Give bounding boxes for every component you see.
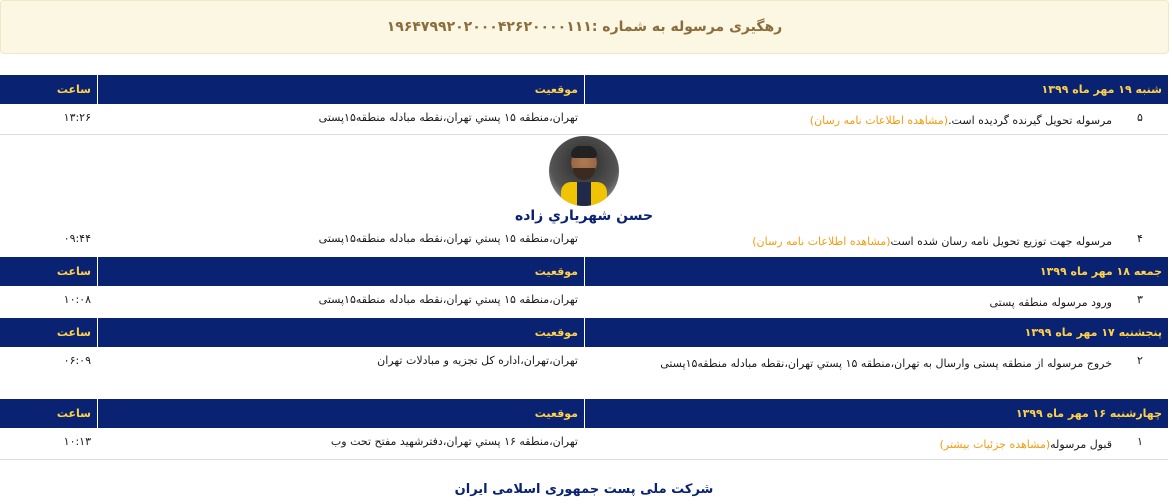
footer-company-name: شرکت ملی پست جمهوری اسلامی ایران bbox=[454, 482, 714, 497]
date-header bbox=[0, 75, 1168, 104]
location-column-header: موقعیت bbox=[97, 75, 584, 104]
view-more-details-link[interactable]: (مشاهده جزئیات بیشتر) bbox=[939, 438, 1051, 451]
event-location: تهران،تهران،اداره کل تجزیه و مبادلات تهران bbox=[377, 354, 578, 367]
view-postman-info-link[interactable]: (مشاهده اطلاعات نامه رسان) bbox=[809, 114, 949, 127]
event-description: خروج مرسوله از منطقه پستی وارسال به تهران،منطقه ۱۵ پستي تهران،نقطه مبادله منطقه۱۵پستی bbox=[660, 357, 1112, 370]
postman-avatar bbox=[549, 136, 619, 206]
event-index: ۴ bbox=[1137, 232, 1143, 245]
tracking-event-row bbox=[0, 435, 1168, 455]
event-time: ۰۶:۰۹ bbox=[63, 354, 91, 367]
event-description: مرسوله جهت توزیع تحویل نامه رسان شده است(مشاهده اطلاعات نامه رسان) bbox=[752, 235, 1112, 248]
postman-name: حسن شهرياري زاده bbox=[514, 208, 654, 224]
date-label: پنجشنبه ۱۷ مهر ماه ۱۳۹۹ bbox=[584, 318, 1168, 347]
event-time: ۱۳:۲۶ bbox=[63, 111, 91, 124]
tracking-event-row bbox=[0, 293, 1168, 313]
event-description: قبول مرسوله(مشاهده جزئیات بیشتر) bbox=[939, 438, 1112, 451]
event-index: ۲ bbox=[1137, 354, 1143, 367]
date-label: شنبه ۱۹ مهر ماه ۱۳۹۹ bbox=[584, 75, 1168, 104]
date-header bbox=[0, 257, 1168, 286]
time-column-header: ساعت bbox=[56, 407, 91, 420]
view-postman-info-link[interactable]: (مشاهده اطلاعات نامه رسان) bbox=[752, 235, 891, 248]
time-column-header: ساعت bbox=[56, 326, 91, 339]
tracking-event-row bbox=[0, 232, 1168, 252]
tracking-title: رهگیری مرسوله به شماره :۱۹۶۴۷۹۹۲۰۲۰۰۰۴۲۶۲۰۰۰۰۱۱۱ bbox=[386, 19, 783, 35]
date-label: چهارشنبه ۱۶ مهر ماه ۱۳۹۹ bbox=[584, 399, 1168, 428]
event-location: تهران،منطقه ۱۵ پستي تهران،نقطه مبادله منطقه۱۵پستی bbox=[318, 111, 578, 124]
time-column-header: ساعت bbox=[56, 83, 91, 96]
date-label: جمعه ۱۸ مهر ماه ۱۳۹۹ bbox=[584, 257, 1168, 286]
tracking-banner bbox=[0, 0, 1169, 54]
row-divider bbox=[0, 134, 1168, 135]
location-column-header: موقعیت bbox=[97, 257, 584, 286]
event-location: تهران،منطقه ۱۶ پستي تهران،دفترشهید مفتح تحت وب bbox=[330, 435, 578, 448]
tracking-event-row bbox=[0, 354, 1168, 374]
event-location: تهران،منطقه ۱۵ پستي تهران،نقطه مبادله منطقه۱۵پستی bbox=[318, 293, 578, 306]
event-time: ۰۹:۴۴ bbox=[63, 232, 91, 245]
event-description: ورود مرسوله منطقه پستی bbox=[989, 296, 1112, 309]
event-description: مرسوله تحویل گیرنده گردیده است.(مشاهده اطلاعات نامه رسان) bbox=[809, 114, 1112, 127]
row-divider bbox=[0, 459, 1168, 460]
date-header bbox=[0, 318, 1168, 347]
event-time: ۱۰:۰۸ bbox=[63, 293, 91, 306]
location-column-header: موقعیت bbox=[97, 318, 584, 347]
event-time: ۱۰:۱۳ bbox=[63, 435, 91, 448]
event-index: ۵ bbox=[1137, 111, 1143, 124]
location-column-header: موقعیت bbox=[97, 399, 584, 428]
event-index: ۱ bbox=[1137, 435, 1143, 448]
event-index: ۳ bbox=[1137, 293, 1143, 306]
date-header bbox=[0, 399, 1168, 428]
event-location: تهران،منطقه ۱۵ پستي تهران،نقطه مبادله منطقه۱۵پستی bbox=[318, 232, 578, 245]
time-column-header: ساعت bbox=[56, 265, 91, 278]
tracking-event-row bbox=[0, 111, 1168, 131]
